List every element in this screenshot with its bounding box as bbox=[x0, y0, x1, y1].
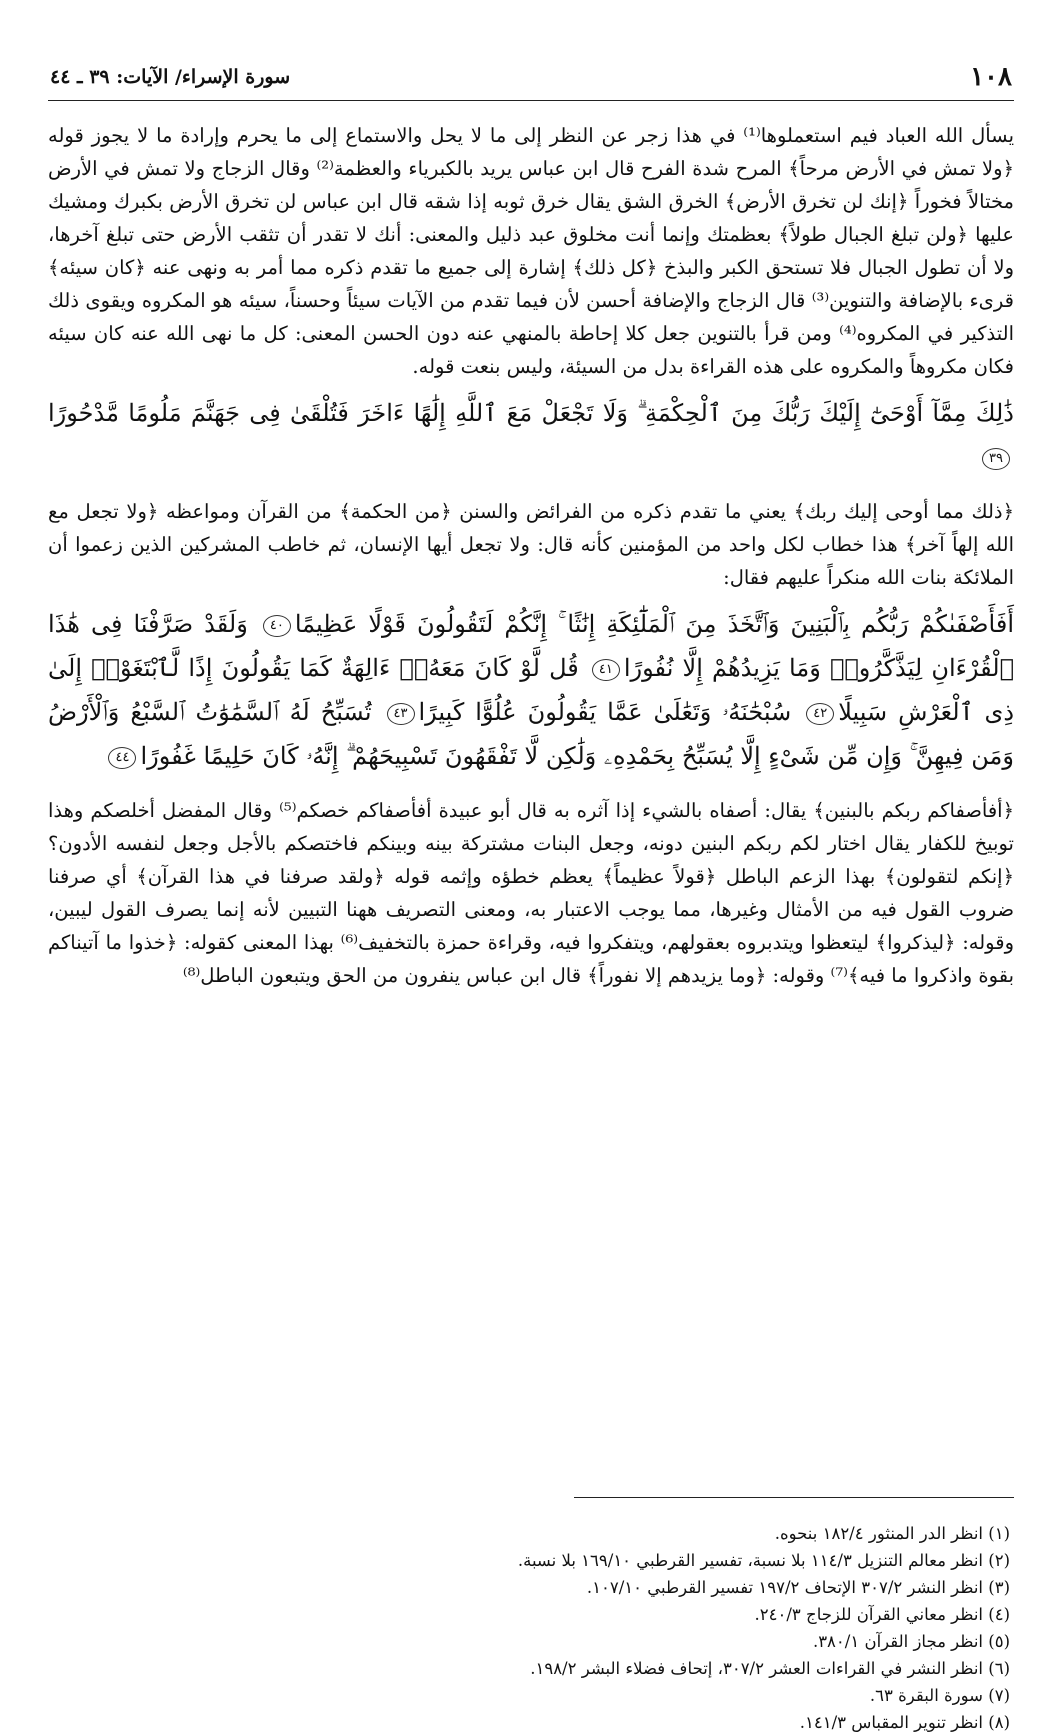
ayah-number-marker: ٤٣ bbox=[387, 703, 415, 725]
footnote-item: (٣) انظر النشر ٣٠٧/٢ الإتحاف ١٩٧/٢ تفسير القرطبي ١٠٧/١٠. bbox=[586, 1578, 1010, 1597]
ayah-number-marker: ٤٠ bbox=[263, 615, 291, 637]
quran-verse-39 bbox=[48, 391, 1014, 479]
quran-verses-40-44 bbox=[48, 602, 1014, 778]
verse-text: وَلَقَدْ صَرَّفْنَا فِى هَٰذَا ٱلْقُرْءَانِ لِيَذَّكَّرُوا۟ وَمَا يَزِيدُهُمْ إِلَّا نُفُورًا bbox=[48, 610, 1014, 682]
footnote-item: (٥) انظر مجاز القرآن ٣٨٠/١. bbox=[812, 1632, 1010, 1651]
verse-text: ذَٰلِكَ مِمَّآ أَوْحَىٰٓ إِلَيْكَ رَبُّكَ مِنَ ٱلْحِكْمَةِ ۗ وَلَا تَجْعَلْ مَعَ ٱللَّهِ إِلَٰهًا ءَاخَرَ فَتُلْقَىٰ فِى جَهَنَّمَ مَلُومًا مَّدْحُورًا bbox=[48, 399, 1014, 427]
ayah-number-marker: ٤٢ bbox=[806, 703, 834, 725]
footnotes-divider bbox=[574, 1497, 1014, 1498]
running-title: سورة الإسراء/ الآيات: ٣٩ ـ ٤٤ bbox=[50, 66, 291, 88]
verse-text: سُبْحَٰنَهُۥ وَتَعَٰلَىٰ عَمَّا يَقُولُونَ عُلُوًّا كَبِيرًا bbox=[418, 698, 792, 726]
verse-text: تُسَبِّحُ لَهُ ٱلسَّمَٰوَٰتُ ٱلسَّبْعُ وَٱلْأَرْضُ وَمَن فِيهِنَّ ۚ وَإِن مِّن شَىْءٍ إِلَّا يُسَبِّحُ بِحَمْدِهِۦ وَلَٰكِن لَّا تَفْقَهُونَ تَسْبِيحَهُمْ ۗ إِنَّهُۥ كَانَ حَلِيمًا غَفُورًا bbox=[48, 698, 1014, 770]
footnote-item: (٢) انظر معالم التنزيل ١١٤/٣ بلا نسبة، تفسير القرطبي ١٦٩/١٠ بلا نسبة. bbox=[517, 1551, 1010, 1570]
footnote-item: (٨) انظر تنوير المقباس ١٤١/٣. bbox=[799, 1713, 1010, 1732]
paragraph-tafsir-2: ﴿ذلك مما أوحى إليك ربك﴾ يعني ما تقدم ذكره من الفرائض والسنن ﴿من الحكمة﴾ من القرآن ومواعظه ﴿ولا تجعل مع الله إلهاً آخر﴾ هذا خطاب لكل واحد من المؤمنين كأنه قال: ولا تجعل أيها الإنسان، ثم خاطب المشركين الذين زعموا أن الملائكة بنات الله منكراً عليهم فقال: bbox=[48, 500, 1014, 589]
ayah-number-marker: ٤١ bbox=[592, 659, 620, 681]
footnote-item: (٦) انظر النشر في القراءات العشر ٣٠٧/٢، إتحاف فضلاء البشر ١٩٨/٢. bbox=[530, 1659, 1010, 1678]
book-page bbox=[48, 60, 1015, 1732]
footnote-item: (١) انظر الدر المنثور ١٨٢/٤ بنحوه. bbox=[774, 1524, 1010, 1543]
footnotes bbox=[70, 1520, 1010, 1736]
paragraph-tafsir-1: يسأل الله العباد فيم استعملوها⁽¹⁾ في هذا زجر عن النظر إلى ما لا يحل والاستماع إلى ما يحرم وإرادة ما لا يجوز قوله ﴿ولا تمش في الأرض مرحاً﴾ المرح شدة الفرح قال ابن عباس يريد بالكبرياء والعظمة⁽²⁾ وقال الزجاج ولا تمش في الأرض مختالاً فخوراً ﴿إنك لن تخرق الأرض﴾ الخرق الشق يقال خرق ثوبه إذا شقه قال ابن عباس لن تخرق الأرض بكبرك ومشيك عليها ﴿ولن تبلغ الجبال طولاً﴾ بعظمتك وإنما أنت مخلوق عبد ذليل والمعنى: أنك لا تقدر أن تثقب الأرض حتى تبلغ آخرها، ولا أن تطول الجبال فلا تستحق الكبر والبذخ ﴿كل ذلك﴾ إشارة إلى جميع ما تقدم ذكره مما أمر به ونهى عنه ﴿كان سيئه﴾ قرىء بالإضافة والتنوين⁽³⁾ قال الزجاج والإضافة أحسن لأن فيما تقدم من الآيات سيئاً وحسناً، سيئه هو المكروه ويقوى ذلك التذكير في المكروه⁽⁴⁾ ومن قرأ بالتنوين جعل كلا إحاطة بالمنهي عنه دون الحسن المعنى: كل ما نهى الله عنه كان سيئه فكان مكروهاً والمكروه على هذه القراءة بدل من السيئة، وليس بنعت قوله. bbox=[48, 124, 1015, 378]
verse-text: أَفَأَصْفَىٰكُمْ رَبُّكُم بِٱلْبَنِينَ وَٱتَّخَذَ مِنَ ٱلْمَلَٰٓئِكَةِ إِنَٰثًا ۚ إِنَّكُمْ لَتَقُولُونَ قَوْلًا عَظِيمًا bbox=[294, 610, 1014, 638]
ayah-number-marker: ٤٤ bbox=[108, 747, 136, 769]
page-header bbox=[48, 60, 1014, 101]
footnote-item: (٧) سورة البقرة ٦٣. bbox=[869, 1686, 1010, 1705]
verse-text: قُل لَّوْ كَانَ مَعَهُۥٓ ءَالِهَةٌ كَمَا يَقُولُونَ إِذًا لَّٱبْتَغَوْا۟ إِلَىٰ ذِى ٱلْعَرْشِ سَبِيلًا bbox=[48, 654, 1015, 726]
main-text bbox=[48, 119, 1014, 992]
paragraph-tafsir-3: ﴿أفأصفاكم ربكم بالبنين﴾ يقال: أصفاه بالشيء إذا آثره به قال أبو عبيدة أفأصفاكم خصكم⁽⁵⁾ وقال المفضل أخلصكم وهذا توبيخ للكفار يقال اختار لكم ربكم البنين دونه، وجعل البنات مشتركة بينه وبينكم فاختصكم بالأجل وجعل لنفسه الأدون؟ ﴿إنكم لتقولون﴾ بهذا الزعم الباطل ﴿قولاً عظيماً﴾ يعظم خطؤه وإثمه قوله ﴿ولقد صرفنا في هذا القرآن﴾ أي صرفنا ضروب القول فيه من الأمثال وغيرها، مما يوجب الاعتبار به، ومعنى التصريف ههنا التبيين لأنه إنما يصرف القول ليبين، وقوله: ﴿ليذكروا﴾ ليتعظوا ويتدبروه بعقولهم، ويتفكروا فيه، وقراءة حمزة بالتخفيف⁽⁶⁾ بهذا المعنى كقوله: ﴿خذوا ما آتيناكم بقوة واذكروا ما فيه﴾⁽⁷⁾ وقوله: ﴿وما يزيدهم إلا نفوراً﴾ قال ابن عباس ينفرون من الحق ويتبعون الباطل⁽⁸⁾ bbox=[48, 799, 1014, 987]
ayah-number-marker: ٣٩ bbox=[982, 448, 1010, 470]
footnote-item: (٤) انظر معاني القرآن للزجاج ٢٤٠/٣. bbox=[754, 1605, 1010, 1624]
page-number: ١٠٨ bbox=[970, 62, 1012, 92]
